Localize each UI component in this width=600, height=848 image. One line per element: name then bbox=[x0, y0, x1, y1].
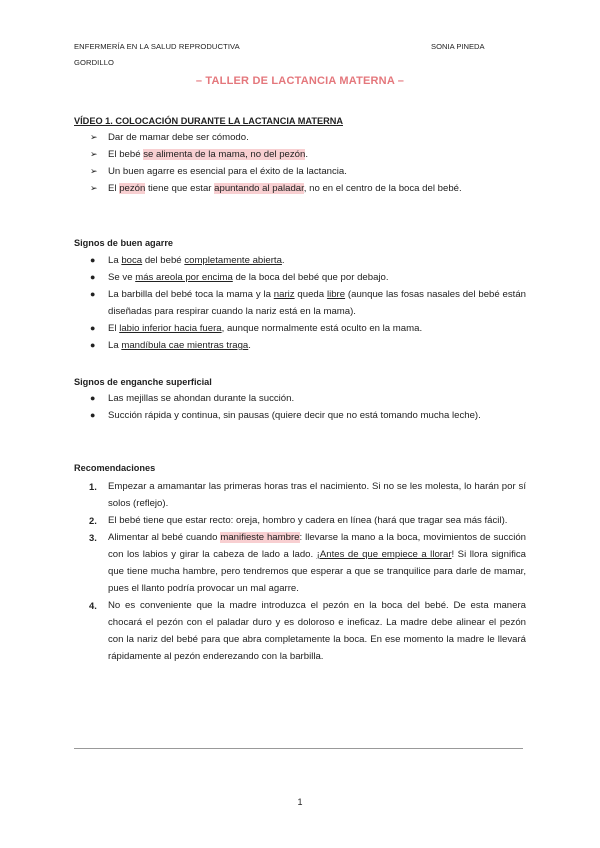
recomendaciones-list bbox=[0, 478, 526, 665]
item-number: 3. bbox=[89, 532, 97, 543]
list-item: ● La mandíbula cae mientras traga. bbox=[0, 337, 526, 354]
page-title: – TALLER DE LACTANCIA MATERNA – bbox=[195, 75, 405, 87]
list-item: 4. No es conveniente que la madre introduzca el pezón en la boca del bebé. De esta manera chocará el pezón con el paladar duro y es doloroso e ineficaz. La madre debe alinear el pezón con la nariz del bebé para que abra completamente la boca. En ese momento la madre le llevará rápidamente al pezón enderezando con la barbilla. bbox=[0, 597, 526, 665]
agarre-list bbox=[0, 252, 526, 354]
list-item: 1. Empezar a amamantar las primeras horas tras el nacimiento. Si no se les molesta, lo harán por sí solos (reflejo). bbox=[0, 478, 526, 512]
header-left bbox=[74, 39, 240, 71]
item-number: 1. bbox=[89, 481, 97, 492]
dot-bullet-icon: ● bbox=[90, 289, 96, 299]
video-heading: VÍDEO 1. COLOCACIÓN DURANTE LA LACTANCIA MATERNA bbox=[74, 116, 343, 126]
list-item: ● Se ve más areola por encima de la boca del bebé que por debajo. bbox=[0, 269, 526, 286]
dot-bullet-icon: ● bbox=[90, 340, 96, 350]
recomendaciones-heading: Recomendaciones bbox=[74, 463, 156, 473]
superficial-heading: Signos de enganche superficial bbox=[74, 377, 212, 387]
dot-bullet-icon: ● bbox=[90, 393, 96, 403]
dot-bullet-icon: ● bbox=[90, 323, 96, 333]
highlight: se alimenta de la mama, no del pezón bbox=[143, 149, 306, 160]
highlight: apuntando al paladar bbox=[214, 183, 304, 194]
list-item: 3. Alimentar al bebé cuando manifieste hambre: llevarse la mano a la boca, movimientos de succión con los labios y girar la cabeza de lado a lado. ¡Antes de que empiece a llorar! Si llora significa que tiene mucha hambre, pero tendremos que esperar a que se tranquilice para darle de mamar, pues el llanto podría provocar un mal agarre. bbox=[0, 529, 526, 597]
list-item: ➢ Dar de mamar debe ser cómodo. bbox=[0, 129, 526, 146]
list-item: ● Succión rápida y continua, sin pausas (quiere decir que no está tomando mucha leche). bbox=[0, 407, 526, 424]
page-number: 1 bbox=[297, 797, 303, 807]
video-list bbox=[0, 129, 526, 197]
superficial-list bbox=[0, 390, 526, 424]
list-item: ➢ Un buen agarre es esencial para el éxito de la lactancia. bbox=[0, 163, 526, 180]
list-item: ● La barbilla del bebé toca la mama y la nariz queda libre (aunque las fosas nasales del bebé están diseñadas para respirar cuando la nariz está en la mama). bbox=[0, 286, 526, 320]
header-author: SONIA PINEDA bbox=[431, 42, 485, 51]
list-item: 2. El bebé tiene que estar recto: oreja, hombro y cadera en línea (hará que tragar sea más fácil). bbox=[0, 512, 526, 529]
footer-divider bbox=[74, 748, 523, 749]
item-number: 2. bbox=[89, 515, 97, 526]
highlight: pezón bbox=[119, 183, 146, 194]
arrow-bullet-icon: ➢ bbox=[90, 149, 98, 159]
list-item: ● La boca del bebé completamente abierta. bbox=[0, 252, 526, 269]
dot-bullet-icon: ● bbox=[90, 255, 96, 265]
arrow-bullet-icon: ➢ bbox=[90, 132, 98, 142]
arrow-bullet-icon: ➢ bbox=[90, 183, 98, 193]
header-surname: GORDILLO bbox=[74, 58, 115, 67]
header-course: ENFERMERÍA EN LA SALUD REPRODUCTIVA bbox=[74, 42, 240, 51]
list-item: ➢ El pezón tiene que estar apuntando al paladar, no en el centro de la boca del bebé. bbox=[0, 180, 526, 197]
agarre-heading: Signos de buen agarre bbox=[74, 238, 174, 248]
list-item: ● El labio inferior hacia fuera, aunque normalmente está oculto en la mama. bbox=[0, 320, 526, 337]
item-number: 4. bbox=[89, 600, 97, 611]
dot-bullet-icon: ● bbox=[90, 410, 96, 420]
highlight: manifieste hambre bbox=[220, 532, 300, 543]
arrow-bullet-icon: ➢ bbox=[90, 166, 98, 176]
list-item: ● Las mejillas se ahondan durante la succión. bbox=[0, 390, 526, 407]
list-item: ➢ El bebé se alimenta de la mama, no del pezón. bbox=[0, 146, 526, 163]
dot-bullet-icon: ● bbox=[90, 272, 96, 282]
